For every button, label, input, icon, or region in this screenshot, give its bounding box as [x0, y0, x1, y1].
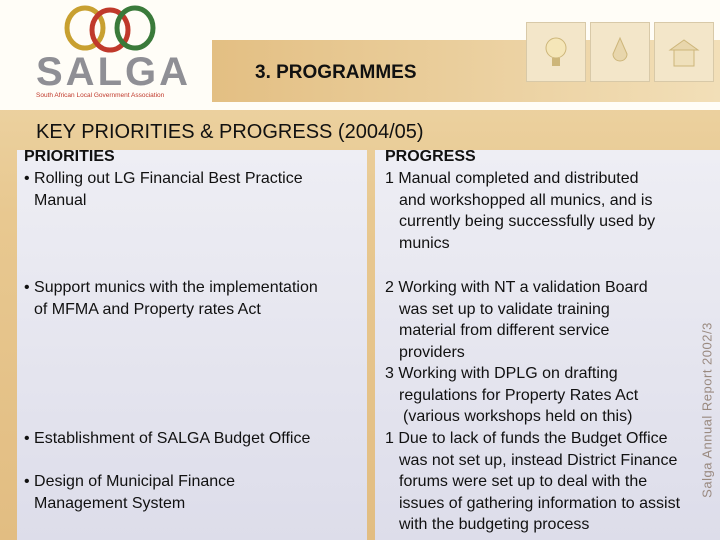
- lightbulb-icon: [526, 22, 586, 82]
- progress-line: 2 Working with NT a validation Board: [385, 279, 648, 296]
- progress-line: 1 Manual completed and distributed: [385, 170, 639, 187]
- water-tap-icon: [590, 22, 650, 82]
- progress-line: forums were set up to deal with the: [399, 473, 648, 490]
- priority-line: • Design of Municipal Finance: [24, 473, 236, 490]
- progress-line: was not set up, instead District Finance: [399, 451, 678, 469]
- priority-item: [24, 168, 303, 211]
- salga-logo: [0, 0, 212, 110]
- priority-line: Management System: [34, 494, 186, 512]
- progress-line: providers: [399, 343, 465, 361]
- priority-line: Manual: [34, 191, 87, 209]
- priority-line: • Rolling out LG Financial Best Practice: [24, 170, 303, 187]
- progress-line: issues of gathering information to assist: [399, 494, 681, 512]
- house-icon: [654, 22, 714, 82]
- progress-item: [385, 168, 655, 254]
- priority-line: of MFMA and Property rates Act: [34, 300, 261, 318]
- logo-wordmark: SALGA: [36, 50, 191, 94]
- progress-line: munics: [399, 234, 450, 252]
- progress-line: (various workshops held on this): [403, 408, 633, 425]
- progress-line: currently being successfully used by: [399, 213, 656, 230]
- header-icons: [526, 22, 714, 82]
- progress-line: regulations for Property Rates Act: [399, 386, 639, 404]
- progress-header: PROGRESS: [385, 148, 476, 165]
- priority-line: • Support munics with the implementation: [24, 279, 318, 296]
- priority-item: [24, 471, 235, 514]
- section-heading: KEY PRIORITIES & PROGRESS (2004/05): [36, 121, 424, 143]
- priority-item: [24, 277, 318, 320]
- progress-item: [385, 428, 680, 536]
- watermark: [696, 290, 718, 530]
- progress-line: 1 Due to lack of funds the Budget Office: [385, 430, 668, 447]
- progress-line: was set up to validate training: [399, 300, 610, 318]
- progress-line: 3 Working with DPLG on drafting: [385, 365, 618, 382]
- watermark-text: Salga Annual Report 2002/3: [699, 322, 715, 498]
- progress-line: material from different service: [399, 322, 610, 339]
- progress-line: and workshopped all munics, and is: [399, 191, 653, 209]
- priority-line: • Establishment of SALGA Budget Office: [24, 430, 311, 447]
- page-title: 3. PROGRAMMES: [255, 62, 417, 83]
- header: [0, 0, 720, 110]
- progress-item: [385, 363, 638, 428]
- priorities-header: PRIORITIES: [24, 148, 115, 165]
- progress-line: with the budgeting process: [399, 516, 590, 533]
- logo-tagline: South African Local Government Association: [36, 92, 165, 99]
- priority-item: [24, 428, 310, 450]
- progress-item: [385, 277, 648, 363]
